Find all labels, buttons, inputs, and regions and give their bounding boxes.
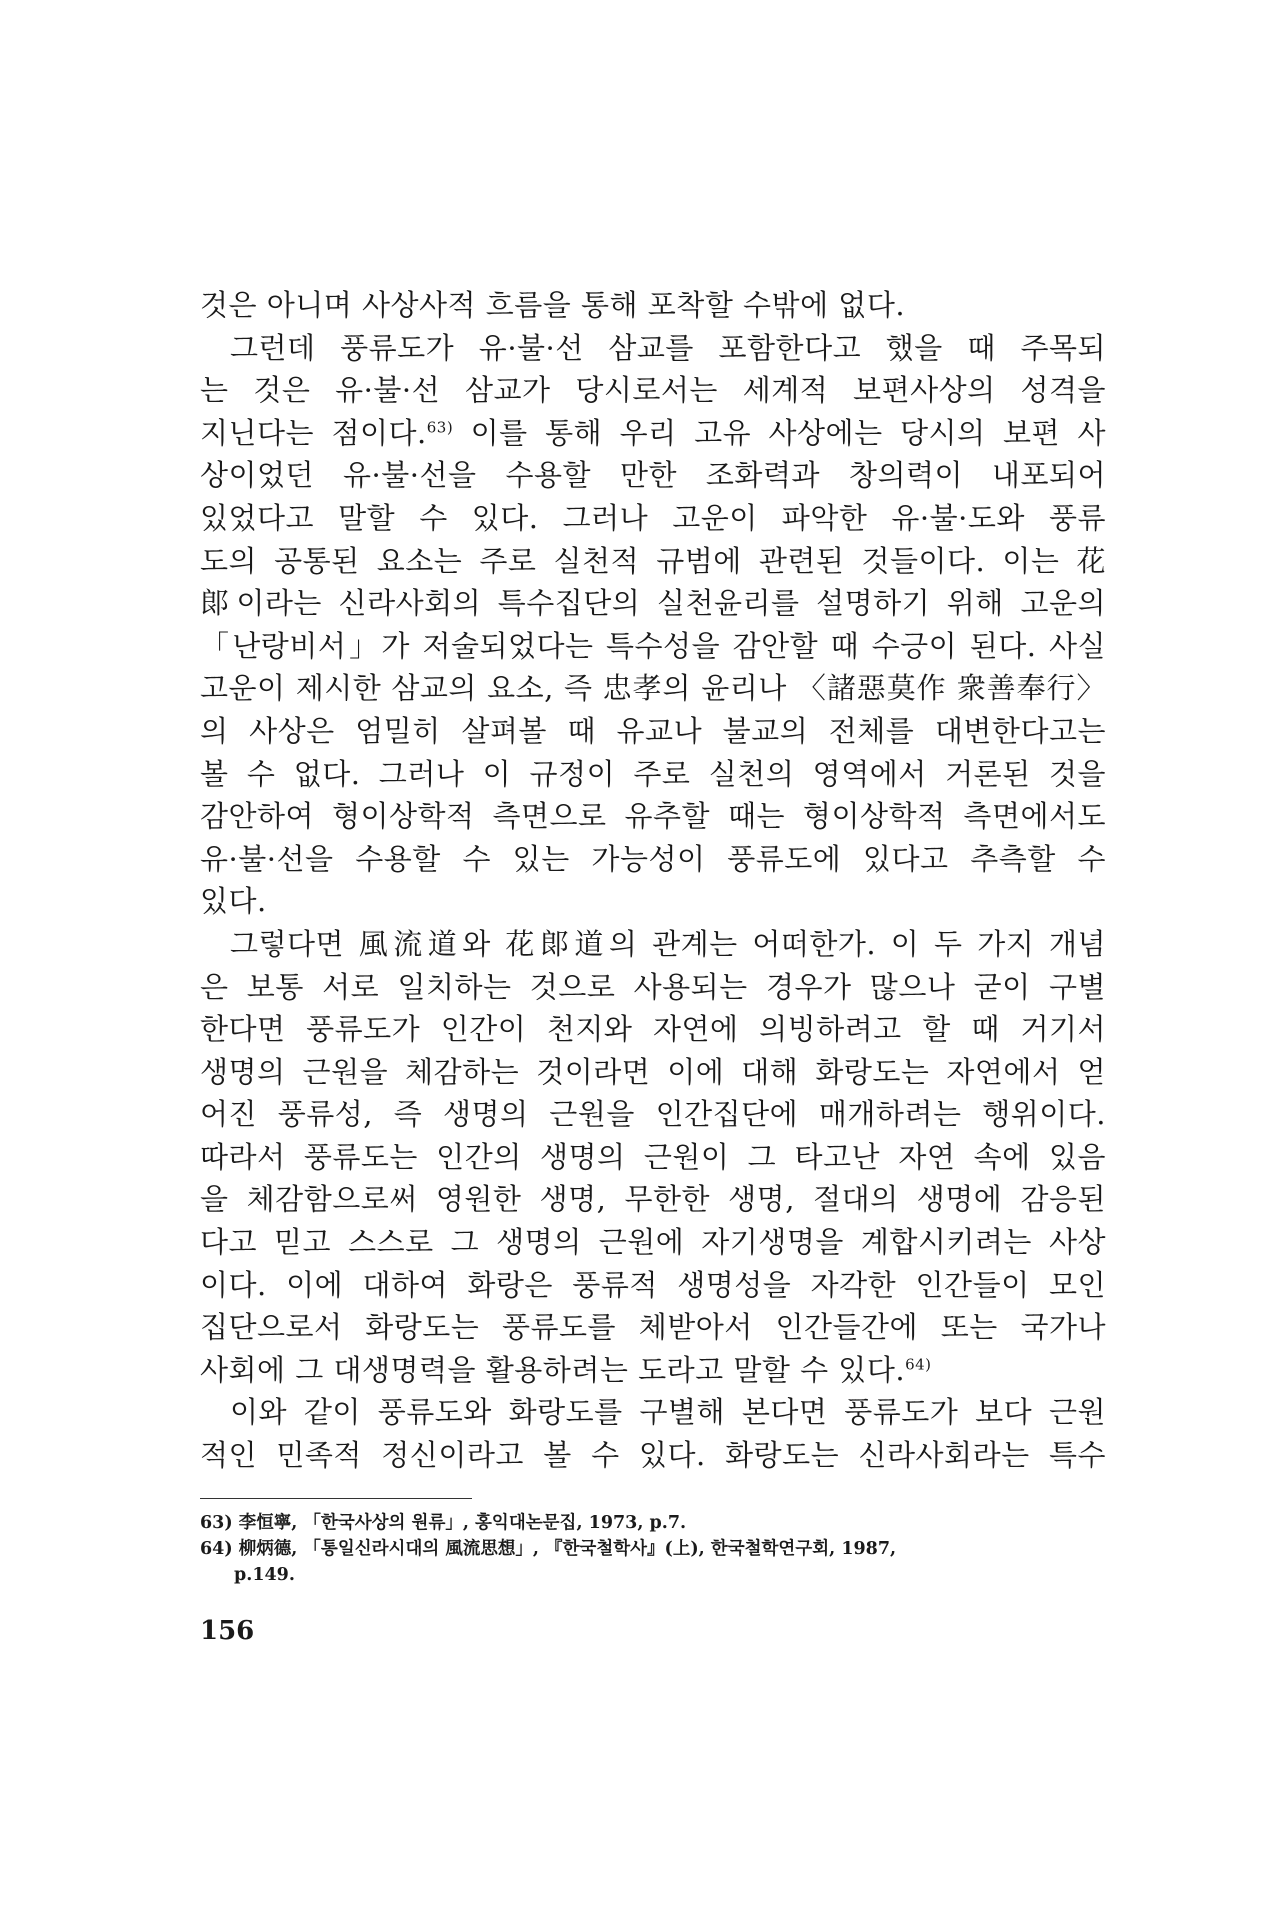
body-line: 는 것은 유·불·선 삼교가 당시로서는 세계적 보편사상의 성격을: [200, 373, 1106, 408]
body-line: 감안하여 형이상학적 측면으로 유추할 때는 형이상학적 측면에서도: [200, 799, 1106, 834]
body-text: [200, 284, 1106, 1477]
body-line: 있다.: [200, 884, 267, 919]
body-line: 고운이 제시한 삼교의 요소, 즉 忠孝의 윤리나 〈諸惡莫作 衆善奉行〉: [200, 671, 1106, 706]
footnote-divider: [200, 1498, 472, 1499]
body-line: 생명의 근원을 체감하는 것이라면 이에 대해 화랑도는 자연에서 얻: [200, 1054, 1106, 1089]
footnote-text: 柳炳德, 「통일신라시대의 風流思想」, 『한국철학사』(上), 한국철학연구회, 1987,: [238, 1539, 897, 1559]
body-line-with-footnote: [200, 1349, 1106, 1392]
body-line-text: 사회에 그 대생명력을 활용하려는 도라고 말할 수 있다.: [200, 1352, 906, 1387]
body-line: 적인 민족적 정신이라고 볼 수 있다. 화랑도는 신라사회라는 특수: [200, 1438, 1106, 1473]
body-line: 도의 공통된 요소는 주로 실천적 규범에 관련된 것들이다. 이는 花: [200, 543, 1106, 578]
body-line: 이다. 이에 대하여 화랑은 풍류적 생명성을 자각한 인간들이 모인: [200, 1267, 1106, 1302]
body-line: 어진 풍류성, 즉 생명의 근원을 인간집단에 매개하려는 행위이다.: [200, 1097, 1106, 1132]
body-line: 의 사상은 엄밀히 살펴볼 때 유교나 불교의 전체를 대변한다고는: [200, 713, 1106, 748]
footnote-marker: 64): [200, 1539, 233, 1559]
body-line: 「난랑비서」가 저술되었다는 특수성을 감안할 때 수긍이 된다. 사실: [200, 628, 1106, 663]
body-line: 볼 수 없다. 그러나 이 규정이 주로 실천의 영역에서 거론된 것을: [200, 756, 1106, 791]
body-line: 따라서 풍류도는 인간의 생명의 근원이 그 타고난 자연 속에 있음: [200, 1139, 1106, 1174]
body-line: 있었다고 말할 수 있다. 그러나 고운이 파악한 유·불·도와 풍류: [200, 500, 1106, 535]
footnote-64: [200, 1536, 1106, 1562]
body-line: 이와 같이 풍류도와 화랑도를 구별해 본다면 풍류도가 보다 근원: [230, 1395, 1106, 1430]
body-line-with-footnote: [200, 412, 1106, 455]
body-line: 한다면 풍류도가 인간이 천지와 자연에 의빙하려고 할 때 거기서: [200, 1012, 1106, 1047]
page-number: 156: [200, 1616, 255, 1646]
footnote-63: [200, 1510, 1106, 1536]
body-line: 유·불·선을 수용할 수 있는 가능성이 풍류도에 있다고 추측할 수: [200, 841, 1106, 876]
body-line: 은 보통 서로 일치하는 것으로 사용되는 경우가 많으나 굳이 구별: [200, 969, 1106, 1004]
body-line: 것은 아니며 사상사적 흐름을 통해 포착할 수밖에 없다.: [200, 288, 906, 322]
body-line: 郞이라는 신라사회의 특수집단의 실천윤리를 설명하기 위해 고운의: [200, 586, 1106, 621]
body-line: 그런데 풍류도가 유·불·선 삼교를 포함한다고 했을 때 주목되: [230, 330, 1106, 365]
body-line-text: 이를 통해 우리 고유 사상에는 당시의 보편 사: [453, 415, 1106, 450]
body-line: 그렇다면 風流道와 花郞道의 관계는 어떠한가. 이 두 가지 개념: [230, 926, 1106, 961]
footnote-64-continued: p.149.: [234, 1565, 295, 1585]
body-line: 을 체감함으로써 영원한 생명, 무한한 생명, 절대의 생명에 감응된: [200, 1182, 1106, 1217]
footnote-marker: 63): [200, 1513, 233, 1533]
footnote-ref: 63): [426, 418, 454, 437]
footnotes: [200, 1510, 1106, 1588]
body-line: 다고 믿고 스스로 그 생명의 근원에 자기생명을 계합시키려는 사상: [200, 1225, 1106, 1260]
body-line: 상이었던 유·불·선을 수용할 만한 조화력과 창의력이 내포되어: [200, 458, 1106, 493]
body-line: 집단으로서 화랑도는 풍류도를 체받아서 인간들간에 또는 국가나: [200, 1310, 1106, 1345]
body-line-text: 지닌다는 점이다.: [200, 415, 427, 450]
footnote-text: 李恒寧, 「한국사상의 원류」, 홍익대논문집, 1973, p.7.: [238, 1513, 687, 1533]
footnote-ref: 64): [905, 1355, 932, 1374]
